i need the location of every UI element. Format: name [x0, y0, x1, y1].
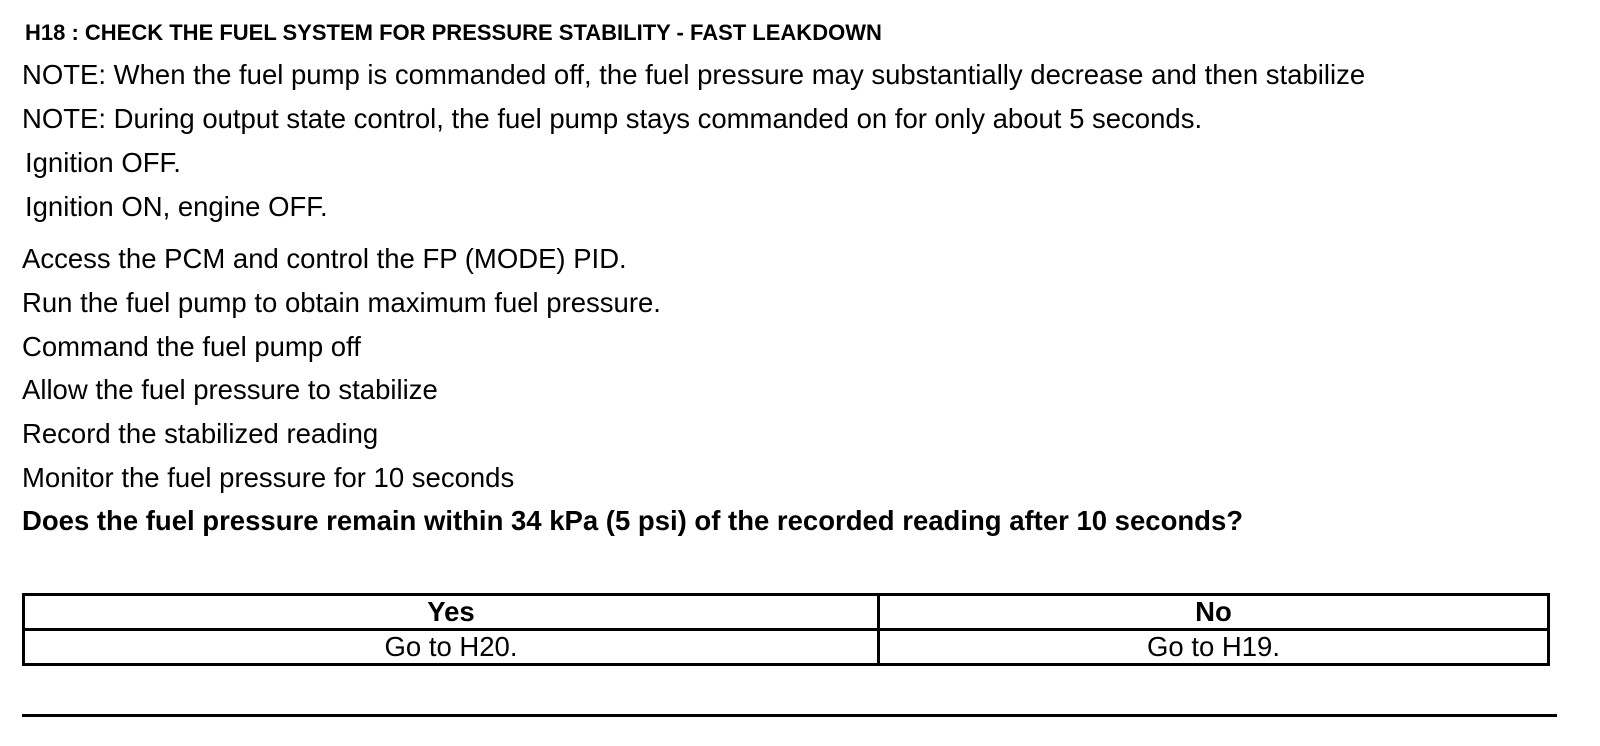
result-table-action-row [24, 630, 1549, 665]
step-record-reading: Record the stabilized reading [22, 418, 379, 449]
step-allow-stabilize: Allow the fuel pressure to stabilize [22, 374, 438, 405]
note-output-state-control: NOTE: During output state control, the fuel pump stays commanded on for only about 5 seconds. [22, 103, 1203, 134]
step-command-pump-off: Command the fuel pump off [22, 331, 361, 362]
step-ignition-on-engine-off: Ignition ON, engine OFF. [25, 191, 328, 222]
decision-question: Does the fuel pressure remain within 34 kPa (5 psi) of the recorded reading after 10 seconds? [22, 505, 1244, 536]
result-header-yes: Yes [24, 595, 879, 630]
section-divider [22, 714, 1557, 717]
step-access-pcm: Access the PCM and control the FP (MODE) PID. [22, 243, 627, 274]
note-fuel-pump-off: NOTE: When the fuel pump is commanded off, the fuel pressure may substantially decrease and then stabilize [22, 59, 1366, 90]
step-run-fuel-pump: Run the fuel pump to obtain maximum fuel pressure. [22, 287, 661, 318]
result-action-yes: Go to H20. [24, 630, 879, 665]
result-header-no: No [879, 595, 1549, 630]
result-table-header-row [24, 595, 1549, 630]
step-monitor-pressure: Monitor the fuel pressure for 10 seconds [22, 462, 515, 493]
step-ignition-off: Ignition OFF. [25, 147, 181, 178]
step-heading: H18 : CHECK THE FUEL SYSTEM FOR PRESSURE STABILITY - FAST LEAKDOWN [25, 20, 882, 45]
result-action-no: Go to H19. [879, 630, 1549, 665]
result-table [22, 593, 1550, 666]
